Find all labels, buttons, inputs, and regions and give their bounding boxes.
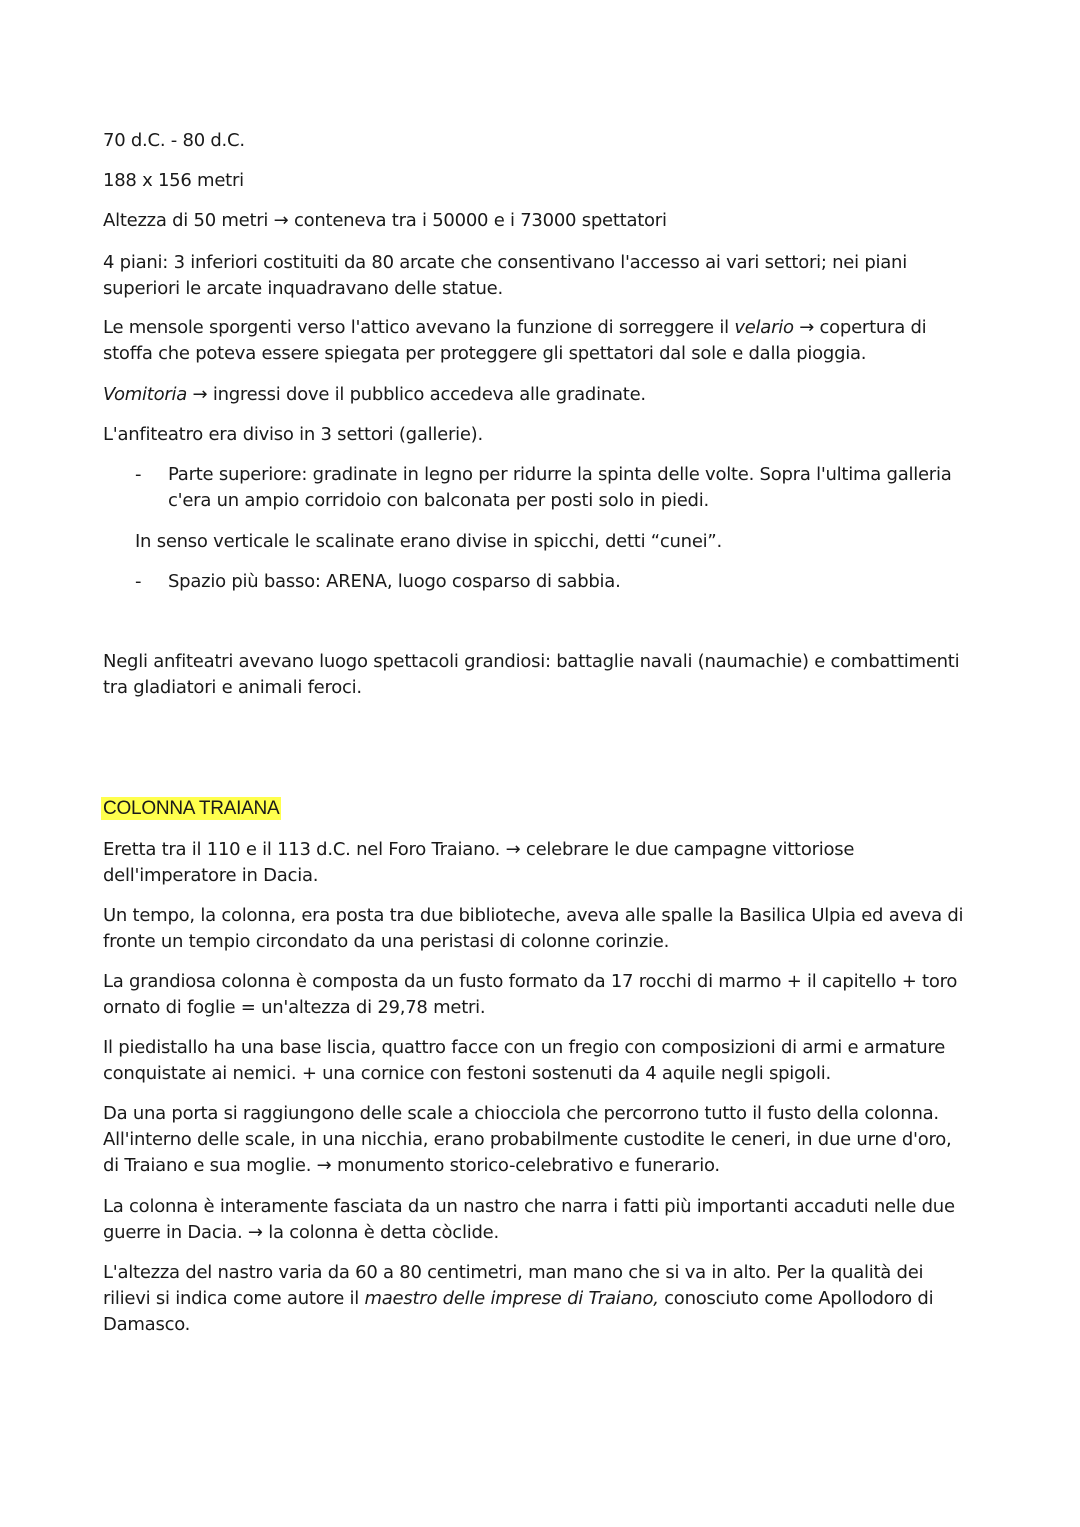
column-paragraph-5: Da una porta si raggiungono delle scale a chiocciola che percorrono tutto il fusto della colonna. All'interno delle scale, in una nicchia, erano probabilmente custodite le ceneri, in due urne d'oro, di Traiano e sua moglie. → monumento storico-celebrativo e funerario.	[103, 1103, 952, 1176]
column-paragraph-4: Il piedistallo ha una base liscia, quattro facce con un fregio con composizioni di armi e armature conquistate ai nemici. + una cornice con festoni sostenuti da 4 aquile negli spigoli.	[103, 1037, 946, 1084]
sectors-line: L'anfiteatro era diviso in 3 settori (gallerie).	[103, 424, 483, 445]
vertical-line: In senso verticale le scalinate erano divise in spicchi, detti “cunei”.	[135, 531, 722, 552]
date-line: 70 d.C. - 80 d.C.	[103, 130, 245, 151]
velario-term: velario	[734, 317, 794, 338]
upper-part-bullet: Parte superiore: gradinate in legno per ridurre la spinta delle volte. Sopra l'ultima galleria c'era un ampio corridoio con balconata per posti solo in piedi.	[168, 464, 952, 511]
column-paragraph-3: La grandiosa colonna è composta da un fusto formato da 17 rocchi di marmo + il capitello + toro ornato di foglie = un'altezza di 29,78 metri.	[103, 971, 958, 1018]
mensole-line-1: Le mensole sporgenti verso l'attico avevano la funzione di sorreggere il velario → copertura di	[103, 317, 927, 338]
shows-paragraph: Negli anfiteatri avevano luogo spettacoli grandiosi: battaglie navali (naumachie) e combattimenti tra gladiatori e animali feroci.	[103, 651, 960, 698]
mensole-paragraph: Le mensole sporgenti verso l'attico avevano la funzione di sorreggere il velario → copertura di stoffa che poteva essere spiegata per proteggere gli spettatori dal sole e dalla pioggia.	[103, 315, 983, 367]
maestro-term: maestro delle imprese di Traiano,	[364, 1288, 659, 1309]
floors-paragraph: 4 piani: 3 inferiori costituiti da 80 arcate che consentivano l'accesso ai vari settori; nei piani superiori le arcate inquadravano delle statue.	[103, 252, 907, 299]
bullet-dash-2: -	[135, 571, 142, 592]
lower-space-bullet: Spazio più basso: ARENA, luogo cosparso di sabbia.	[168, 571, 621, 592]
column-paragraph-2: Un tempo, la colonna, era posta tra due biblioteche, aveva alle spalle la Basilica Ulpia ed aveva di fronte un tempio circondato da una peristasi di colonne corinzie.	[103, 905, 964, 952]
bullet-dash-1: -	[135, 464, 142, 485]
column-paragraph-6: La colonna è interamente fasciata da un nastro che narra i fatti più importanti accaduti nelle due guerre in Dacia. → la colonna è detta còclide.	[103, 1196, 955, 1243]
section-heading	[103, 796, 983, 822]
heading-highlight: COLONNA TRAIANA	[103, 798, 280, 819]
vomitoria-line: Vomitoria → ingressi dove il pubblico accedeva alle gradinate.	[103, 384, 646, 405]
size-line: 188 x 156 metri	[103, 170, 244, 191]
column-paragraph-1: Eretta tra il 110 e il 113 d.C. nel Foro Traiano. → celebrare le due campagne vittoriose dell'imperatore in Dacia.	[103, 839, 855, 886]
height-line: Altezza di 50 metri → conteneva tra i 50000 e i 73000 spettatori	[103, 210, 667, 231]
vomitoria-term: Vomitoria	[103, 384, 188, 405]
column-paragraph-7: L'altezza del nastro varia da 60 a 80 centimetri, man mano che si va in alto. Per la qualità dei rilievi si indica come autore il maestro delle imprese di Traiano, conosciuto come Apollodoro di Damasco.	[103, 1260, 983, 1338]
column-paragraph-7-line-2: rilievi si indica come autore il maestro delle imprese di Traiano, conosciuto come Apollodoro di	[103, 1288, 934, 1309]
